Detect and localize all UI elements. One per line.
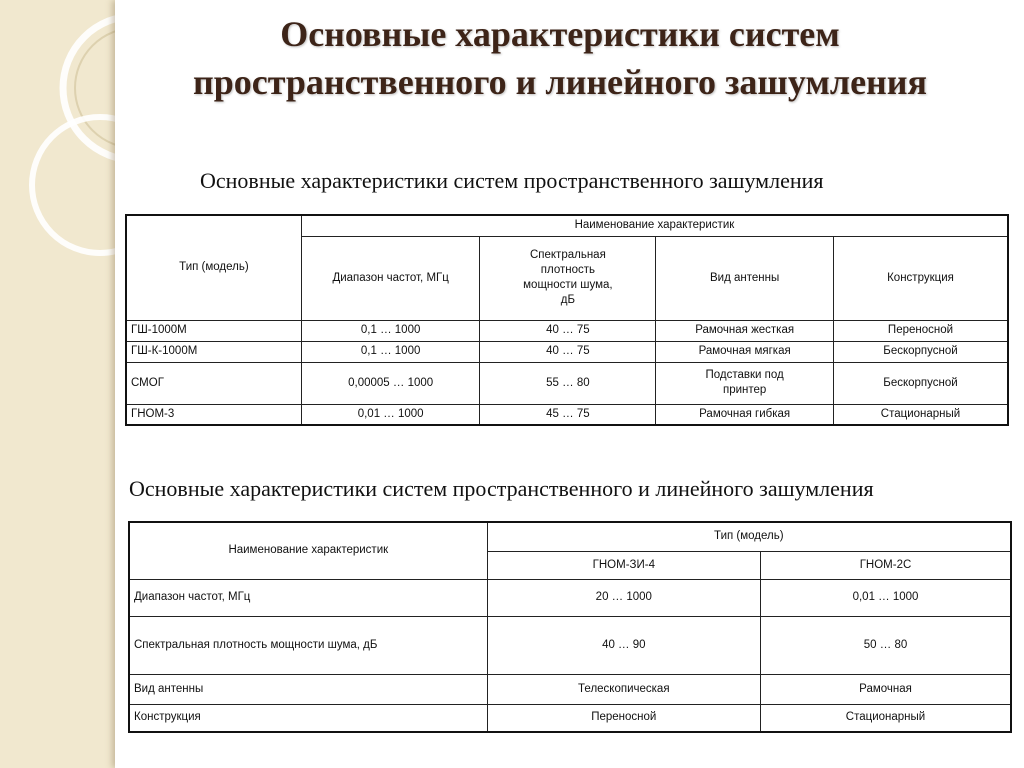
cell-freq: 0,1 … 1000: [301, 320, 480, 341]
table-row: [129, 674, 1011, 704]
cell-name: Спектральная плотность мощности шума, дБ: [129, 616, 487, 674]
col-header-model-2: ГНОМ-2С: [761, 551, 1011, 579]
cell-value-2: Рамочная: [761, 674, 1011, 704]
cell-value-1: 20 … 1000: [487, 579, 760, 616]
cell-density: 40 … 75: [480, 320, 656, 341]
cell-value-1: Телескопическая: [487, 674, 760, 704]
cell-model: ГШ-1000М: [126, 320, 301, 341]
cell-construction: Переносной: [833, 320, 1008, 341]
header-type: Тип (модель): [487, 522, 1011, 551]
table-row: [129, 616, 1011, 674]
table2-caption: Основные характеристики систем пространственного и линейного зашумления: [129, 476, 874, 501]
cell-freq: 0,00005 … 1000: [301, 362, 480, 404]
table-row: [126, 404, 1008, 425]
cell-value-2: Стационарный: [761, 704, 1011, 732]
table1-caption: Основные характеристики систем пространственного зашумления: [200, 168, 824, 193]
header-type: Тип (модель): [126, 215, 301, 320]
cell-freq: 0,1 … 1000: [301, 341, 480, 362]
cell-density: 45 … 75: [480, 404, 656, 425]
header-name: Наименование характеристик: [129, 522, 487, 579]
cell-density: 55 … 80: [480, 362, 656, 404]
cell-value-1: Переносной: [487, 704, 760, 732]
cell-value-2: 50 … 80: [761, 616, 1011, 674]
header-characteristics: Наименование характеристик: [301, 215, 1008, 236]
cell-value-1: 40 … 90: [487, 616, 760, 674]
table-row: [129, 579, 1011, 616]
cell-antenna: Подставки под принтер: [656, 362, 834, 404]
col-header-model-1: ГНОМ-ЗИ-4: [487, 551, 760, 579]
cell-value-2: 0,01 … 1000: [761, 579, 1011, 616]
col-header-density: Спектральная плотность мощности шума, дБ: [480, 236, 656, 320]
col-header-freq: Диапазон частот, МГц: [301, 236, 480, 320]
table-row: [129, 704, 1011, 732]
table-row: [126, 362, 1008, 404]
cell-construction: Бескорпусной: [833, 341, 1008, 362]
slide: [115, 0, 1024, 768]
table-row: [126, 320, 1008, 341]
cell-name: Конструкция: [129, 704, 487, 732]
cell-antenna: Рамочная жесткая: [656, 320, 834, 341]
page-title: Основные характеристики систем пространственного и линейного зашумления: [192, 14, 928, 102]
cell-model: ГШ-К-1000М: [126, 341, 301, 362]
cell-density: 40 … 75: [480, 341, 656, 362]
col-header-antenna: Вид антенны: [656, 236, 834, 320]
cell-antenna: Рамочная гибкая: [656, 404, 834, 425]
cell-model: СМОГ: [126, 362, 301, 404]
table-row: [126, 341, 1008, 362]
cell-freq: 0,01 … 1000: [301, 404, 480, 425]
col-header-construction: Конструкция: [833, 236, 1008, 320]
cell-model: ГНОМ-3: [126, 404, 301, 425]
cell-construction: Бескорпусной: [833, 362, 1008, 404]
cell-name: Диапазон частот, МГц: [129, 579, 487, 616]
cell-construction: Стационарный: [833, 404, 1008, 425]
cell-name: Вид антенны: [129, 674, 487, 704]
table-spatial-linear-noise: [128, 521, 1012, 733]
cell-antenna: Рамочная мягкая: [656, 341, 834, 362]
table-spatial-noise: [125, 214, 1009, 426]
